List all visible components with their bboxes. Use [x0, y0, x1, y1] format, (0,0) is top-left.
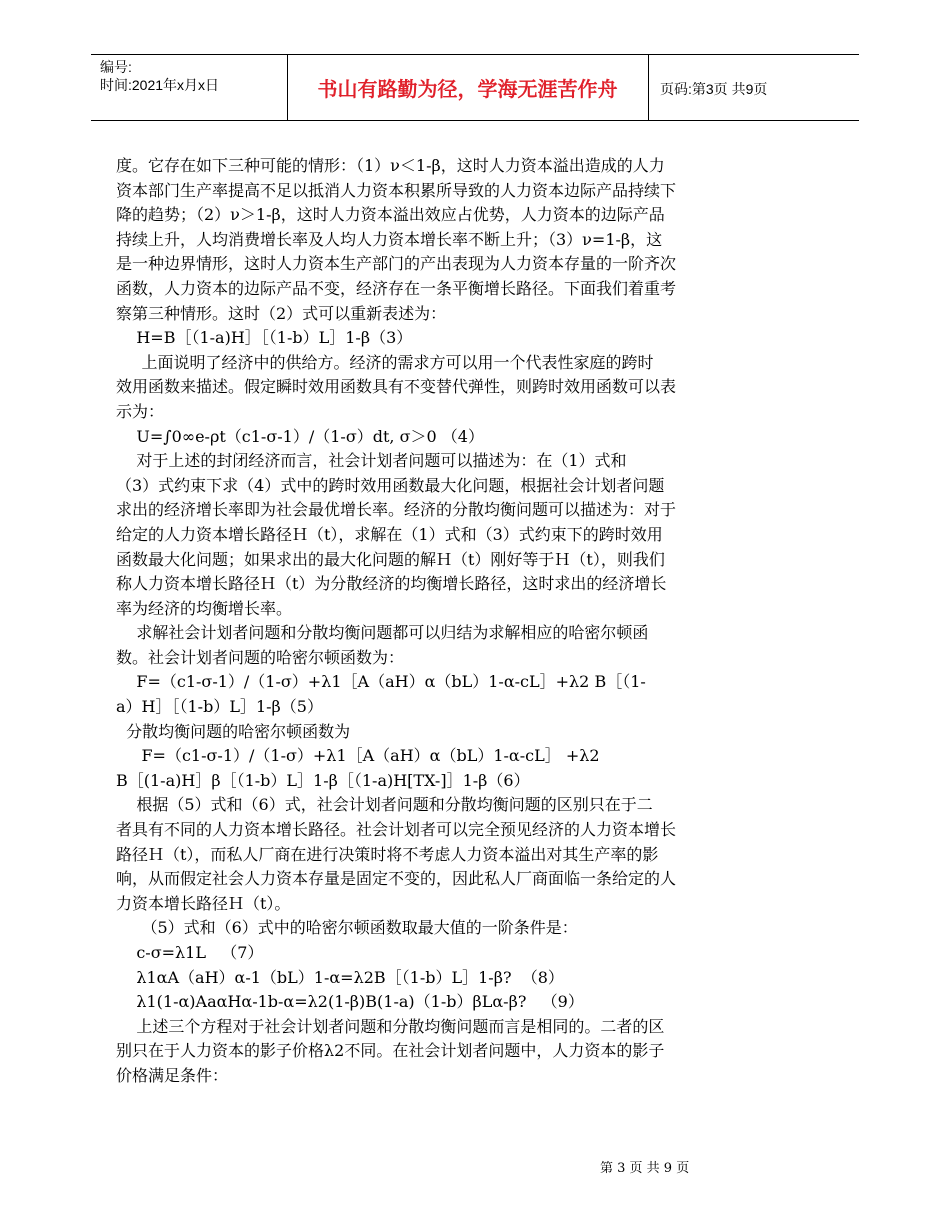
body-line: H=B［（1-a)H］［（1-b）L］1-β（3）	[116, 328, 413, 348]
body-line: λ1αA（aH）α-1（bL）1-α=λ2B［（1-b）L］1-β? （8）	[116, 967, 564, 987]
body-line: 度。它存在如下三种可能的情形：（1）ν＜1-β，这时人力资本溢出造成的人力	[116, 156, 665, 175]
page-footer: 第 3 页 共 9 页	[600, 1161, 690, 1176]
body-line: 称人力资本增长路径Ｈ（t）为分散经济的均衡增长路径，这时求出的经济增长	[116, 574, 667, 594]
body-line: 对于上述的封闭经济而言，社会计划者问题可以描述为：在（1）式和	[116, 451, 627, 471]
body-line: 函数最大化问题；如果求出的最大化问题的解Ｈ（t）刚好等于Ｈ（t），则我们	[116, 549, 665, 569]
body-line: 察第三种情形。这时（2）式可以重新表述为：	[116, 303, 447, 323]
body-line: F=（c1-σ-1）/（1-σ）+λ1［A（aH）α（bL）1-α-cL］ +λ2	[116, 746, 600, 766]
body-line: 持续上升，人均消费增长率及人均人力资本增长率不断上升；（3）ν=1-β，这	[116, 229, 663, 249]
body-line: F=（c1-σ-1）/（1-σ）+λ1［A（aH）α（bL）1-α-cL］+λ2 B［（1-	[116, 672, 646, 692]
header-motto: 书山有路勤为径，学海无涯苦作舟	[317, 77, 618, 101]
header-meta	[100, 58, 219, 94]
body-line: 效用函数来描述。假定瞬时效用函数具有不变替代弹性，则跨时效用函数可以表	[116, 377, 677, 397]
body-line: 求出的经济增长率即为社会最优增长率。经济的分散均衡问题可以描述为：对于	[116, 500, 677, 520]
body-line: 路径Ｈ（t），而私人厂商在进行决策时将不考虑人力资本溢出对其生产率的影	[116, 844, 659, 864]
document-body	[116, 154, 776, 1089]
header-page-label: 页码:第3页 共9页	[660, 81, 768, 97]
body-line: 根据（5）式和（6）式，社会计划者问题和分散均衡问题的区别只在于二	[116, 795, 653, 815]
body-line: 是一种边界情形，这时人力资本生产部门的产出表现为人力资本存量的一阶齐次	[116, 254, 677, 274]
body-line: B［(1-a)H］β［（1-b）L］1-β［（1-a)H[TX-]］1-β（6）	[116, 770, 530, 790]
body-line: 别只在于人力资本的影子价格λ2不同。在社会计划者问题中，人力资本的影子	[116, 1041, 665, 1061]
body-line: a）H］［（1-b）L］1-β（5）	[116, 697, 323, 717]
body-line: 上述三个方程对于社会计划者问题和分散均衡问题而言是相同的。二者的区	[116, 1016, 665, 1036]
body-line: （5）式和（6）式中的哈密尔顿函数取最大值的一阶条件是：	[116, 918, 578, 938]
body-line: λ1(1-α)AaαHα-1b-α=λ2(1-β)B(1-a)（1-b）βLα-β? （9）	[116, 992, 584, 1012]
document-date-label: 时间:2021年x月x日	[100, 77, 220, 93]
body-line: 者具有不同的人力资本增长路径。社会计划者可以完全预见经济的人力资本增长	[116, 820, 677, 840]
header-divider-right	[648, 55, 649, 120]
body-line: U=∫0∞e-ρt（c1-σ-1）/（1-σ）dt, σ＞0 （4）	[116, 426, 484, 446]
body-line: 价格满足条件：	[116, 1065, 229, 1085]
body-line: 分散均衡问题的哈密尔顿函数为	[116, 721, 351, 741]
body-line: （3）式约束下求（4）式中的跨时效用函数最大化问题，根据社会计划者问题	[116, 475, 665, 495]
body-line: 资本部门生产率提高不足以抵消人力资本积累所导致的人力资本边际产品持续下	[116, 180, 677, 200]
body-line: 响，从而假定社会人力资本存量是固定不变的，因此私人厂商面临一条给定的人	[116, 869, 677, 889]
header-bottom-rule	[91, 120, 859, 121]
body-line: 数。社会计划者问题的哈密尔顿函数为：	[116, 647, 405, 667]
body-line: 函数，人力资本的边际产品不变，经济存在一条平衡增长路径。下面我们着重考	[116, 278, 677, 298]
body-line: 力资本增长路径Ｈ（t）。	[116, 893, 291, 913]
body-line: 降的趋势；（2）ν＞1-β，这时人力资本溢出效应占优势，人力资本的边际产品	[116, 205, 665, 225]
body-line: 示为：	[116, 401, 165, 421]
body-line: 求解社会计划者问题和分散均衡问题都可以归结为求解相应的哈密尔顿函	[116, 623, 649, 643]
body-line: 给定的人力资本增长路径Ｈ（t），求解在（1）式和（3）式约束下的跨时效用	[116, 524, 663, 544]
body-line: c-σ=λ1L （7）	[116, 943, 264, 962]
body-line: 率为经济的均衡增长率。	[116, 598, 293, 618]
document-number-label: 编号:	[100, 59, 132, 75]
body-line: 上面说明了经济中的供给方。经济的需求方可以用一个代表性家庭的跨时	[116, 352, 654, 372]
